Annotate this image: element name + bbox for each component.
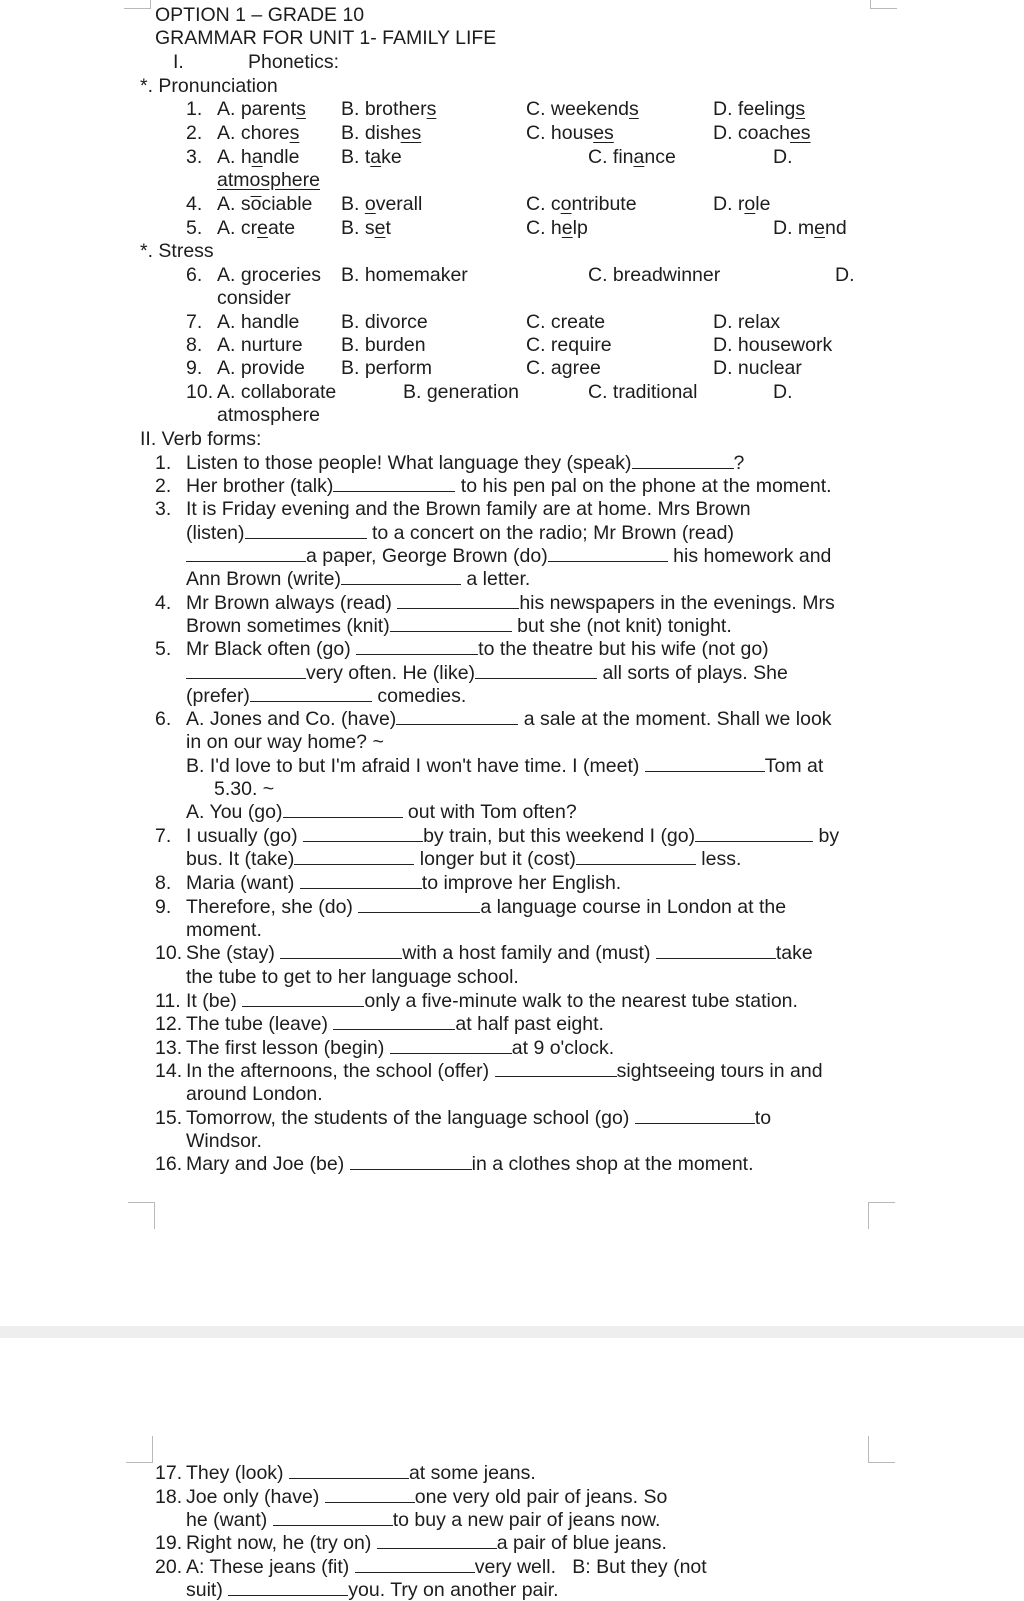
- question-text: She (stay) with a host family and (must) take: [186, 942, 813, 964]
- page-corner-mark: [868, 1436, 895, 1463]
- option-b: B. burden: [341, 334, 426, 356]
- question-number: 16.: [155, 1153, 183, 1175]
- option-b: B. homemaker: [341, 264, 468, 286]
- page-corner-mark: [126, 1436, 153, 1463]
- answer-blank[interactable]: [475, 663, 597, 679]
- answer-blank[interactable]: [325, 1487, 415, 1503]
- answer-blank[interactable]: [333, 476, 455, 492]
- question-number: 15.: [155, 1107, 183, 1129]
- question-number: 18.: [155, 1486, 183, 1508]
- page-corner-mark: [868, 1202, 895, 1229]
- option-d: D. feelings: [713, 98, 806, 120]
- question-text: Mary and Joe (be) in a clothes shop at the moment.: [186, 1153, 754, 1175]
- option-a: A. handle: [217, 146, 300, 168]
- option-d-continued: consider: [217, 287, 291, 309]
- question-number: 5.: [186, 217, 203, 239]
- question-number: 3.: [186, 146, 203, 168]
- answer-blank[interactable]: [576, 849, 696, 865]
- question-text: They (look) at some jeans.: [186, 1462, 536, 1484]
- option-a: A. collaborate: [217, 381, 337, 403]
- question-text: Mr Black often (go) to the theatre but his wife (not go): [186, 638, 769, 660]
- answer-blank[interactable]: [656, 943, 776, 959]
- option-a: A. sociable: [217, 193, 313, 215]
- option-d: D.: [773, 146, 793, 168]
- question-text: moment.: [186, 919, 262, 941]
- question-number: 2.: [186, 122, 203, 144]
- question-number: 2.: [155, 475, 172, 497]
- option-c: C. contribute: [526, 193, 637, 215]
- answer-blank[interactable]: [186, 546, 306, 562]
- option-a: A. chores: [217, 122, 300, 144]
- question-text: Ann Brown (write) a letter.: [186, 568, 531, 590]
- question-number: 8.: [186, 334, 203, 356]
- option-b: B. generation: [403, 381, 520, 403]
- question-text: Right now, he (try on) a pair of blue jeans.: [186, 1532, 667, 1554]
- option-d: D. role: [713, 193, 771, 215]
- question-number: 1.: [155, 452, 172, 474]
- question-text: The tube (leave) at half past eight.: [186, 1013, 604, 1035]
- question-text: A: These jeans (fit) very well. B: But they (not: [186, 1556, 707, 1578]
- question-text: Brown sometimes (knit) but she (not knit) tonight.: [186, 615, 732, 637]
- subsection-title: *. Stress: [140, 240, 214, 262]
- question-text: It is Friday evening and the Brown family are at home. Mrs Brown: [186, 498, 751, 520]
- answer-blank[interactable]: [632, 453, 734, 469]
- option-d-continued: atmosphere: [217, 169, 320, 191]
- question-text: A. You (go) out with Tom often?: [186, 801, 577, 823]
- option-c: C. help: [526, 217, 588, 239]
- option-b: B. brothers: [341, 98, 437, 120]
- option-d-continued: atmosphere: [217, 404, 320, 426]
- option-d: D. relax: [713, 311, 781, 333]
- question-text: Maria (want) to improve her English.: [186, 872, 622, 894]
- question-text: Tomorrow, the students of the language school (go) to: [186, 1107, 772, 1129]
- question-text: Her brother (talk) to his pen pal on the phone at the moment.: [186, 475, 832, 497]
- answer-blank[interactable]: [377, 1533, 497, 1549]
- answer-blank[interactable]: [645, 756, 765, 772]
- question-text: B. I'd love to but I'm afraid I won't have time. I (meet) Tom at: [186, 755, 824, 777]
- question-number: 6.: [186, 264, 203, 286]
- question-text: very often. He (like) all sorts of plays. She: [186, 662, 788, 684]
- answer-blank[interactable]: [548, 546, 668, 562]
- option-d: D.: [773, 381, 793, 403]
- section-title: II. Verb forms:: [140, 428, 262, 450]
- answer-blank[interactable]: [390, 1038, 512, 1054]
- question-number: 10.: [186, 381, 214, 403]
- question-text: 5.30. ~: [214, 778, 275, 800]
- question-number: 10.: [155, 942, 183, 964]
- option-c: C. agree: [526, 357, 601, 379]
- question-number: 1.: [186, 98, 203, 120]
- section-title: Phonetics:: [248, 51, 340, 73]
- question-number: 14.: [155, 1060, 183, 1082]
- section-number: I.: [173, 51, 184, 73]
- question-number: 9.: [155, 896, 172, 918]
- question-text: (listen) to a concert on the radio; Mr Brown (read): [186, 522, 734, 544]
- answer-blank[interactable]: [390, 616, 512, 632]
- page-corner-mark: [128, 1202, 155, 1229]
- answer-blank[interactable]: [350, 1154, 472, 1170]
- answer-blank[interactable]: [341, 569, 461, 585]
- answer-blank[interactable]: [228, 1580, 348, 1596]
- question-number: 13.: [155, 1037, 183, 1059]
- answer-blank[interactable]: [294, 849, 414, 865]
- question-number: 12.: [155, 1013, 183, 1035]
- question-number: 9.: [186, 357, 203, 379]
- document-title: OPTION 1 – GRADE 10: [155, 4, 365, 26]
- question-number: 3.: [155, 498, 172, 520]
- question-number: 5.: [155, 638, 172, 660]
- option-c: C. finance: [588, 146, 676, 168]
- option-a: A. nurture: [217, 334, 303, 356]
- question-text: I usually (go) by train, but this weekend I (go) by: [186, 825, 840, 847]
- option-a: A. parents: [217, 98, 306, 120]
- option-b: B. take: [341, 146, 402, 168]
- question-text: Therefore, she (do) a language course in London at the: [186, 896, 787, 918]
- option-d: D. mend: [773, 217, 847, 239]
- answer-blank[interactable]: [355, 1557, 475, 1573]
- question-text: Mr Brown always (read) his newspapers in the evenings. Mrs: [186, 592, 835, 614]
- option-b: B. dishes: [341, 122, 422, 144]
- option-d: D. coaches: [713, 122, 811, 144]
- question-text: Joe only (have) one very old pair of jeans. So: [186, 1486, 668, 1508]
- question-number: 19.: [155, 1532, 183, 1554]
- option-d: D. nuclear: [713, 357, 802, 379]
- option-b: B. set: [341, 217, 391, 239]
- question-number: 6.: [155, 708, 172, 730]
- option-c: C. traditional: [588, 381, 698, 403]
- answer-blank[interactable]: [280, 943, 402, 959]
- question-text: It (be) only a five-minute walk to the nearest tube station.: [186, 990, 798, 1012]
- question-text: In the afternoons, the school (offer) sightseeing tours in and: [186, 1060, 823, 1082]
- option-c: C. breadwinner: [588, 264, 721, 286]
- question-number: 8.: [155, 872, 172, 894]
- answer-blank[interactable]: [333, 1014, 455, 1030]
- answer-blank[interactable]: [495, 1061, 617, 1077]
- question-text: he (want) to buy a new pair of jeans now.: [186, 1509, 661, 1531]
- question-number: 7.: [155, 825, 172, 847]
- option-b: B. overall: [341, 193, 423, 215]
- answer-blank[interactable]: [283, 802, 403, 818]
- answer-blank[interactable]: [358, 897, 480, 913]
- answer-blank[interactable]: [245, 523, 367, 539]
- answer-blank[interactable]: [289, 1463, 409, 1479]
- question-text: (prefer) comedies.: [186, 685, 467, 707]
- question-text: around London.: [186, 1083, 323, 1105]
- question-number: 4.: [186, 193, 203, 215]
- question-number: 17.: [155, 1462, 183, 1484]
- option-d: D. housework: [713, 334, 833, 356]
- option-a: A. groceries: [217, 264, 322, 286]
- option-b: B. perform: [341, 357, 433, 379]
- option-a: A. create: [217, 217, 296, 239]
- page-corner-mark: [870, 0, 897, 9]
- option-a: A. handle: [217, 311, 300, 333]
- question-text: the tube to get to her language school.: [186, 966, 519, 988]
- question-text: suit) you. Try on another pair.: [186, 1579, 559, 1601]
- page-corner-mark: [124, 0, 151, 9]
- answer-blank[interactable]: [695, 826, 813, 842]
- subsection-title: *. Pronunciation: [140, 75, 278, 97]
- answer-blank[interactable]: [186, 663, 306, 679]
- answer-blank[interactable]: [397, 593, 519, 609]
- question-number: 7.: [186, 311, 203, 333]
- document-page-2: [0, 1338, 1024, 1601]
- question-number: 20.: [155, 1556, 183, 1578]
- answer-blank[interactable]: [250, 686, 372, 702]
- answer-blank[interactable]: [356, 639, 478, 655]
- answer-blank[interactable]: [300, 873, 422, 889]
- question-text: a paper, George Brown (do) his homework and: [186, 545, 831, 567]
- answer-blank[interactable]: [303, 826, 423, 842]
- option-c: C. houses: [526, 122, 614, 144]
- question-text: A. Jones and Co. (have) a sale at the moment. Shall we look: [186, 708, 832, 730]
- answer-blank[interactable]: [396, 709, 518, 725]
- option-d: D.: [835, 264, 855, 286]
- answer-blank[interactable]: [242, 991, 364, 1007]
- option-a: A. provide: [217, 357, 305, 379]
- question-text: Windsor.: [186, 1130, 262, 1152]
- unit-title: GRAMMAR FOR UNIT 1- FAMILY LIFE: [155, 27, 497, 49]
- question-text: bus. It (take) longer but it (cost) less.: [186, 848, 742, 870]
- answer-blank[interactable]: [273, 1510, 393, 1526]
- question-number: 4.: [155, 592, 172, 614]
- option-c: C. require: [526, 334, 612, 356]
- option-c: C. create: [526, 311, 606, 333]
- page-separator: [0, 1326, 1024, 1338]
- option-c: C. weekends: [526, 98, 639, 120]
- answer-blank[interactable]: [635, 1108, 755, 1124]
- question-text: Listen to those people! What language they (speak) ?: [186, 452, 745, 474]
- option-b: B. divorce: [341, 311, 428, 333]
- question-number: 11.: [155, 990, 181, 1012]
- question-text: in on our way home? ~: [186, 731, 384, 753]
- question-text: The first lesson (begin) at 9 o'clock.: [186, 1037, 615, 1059]
